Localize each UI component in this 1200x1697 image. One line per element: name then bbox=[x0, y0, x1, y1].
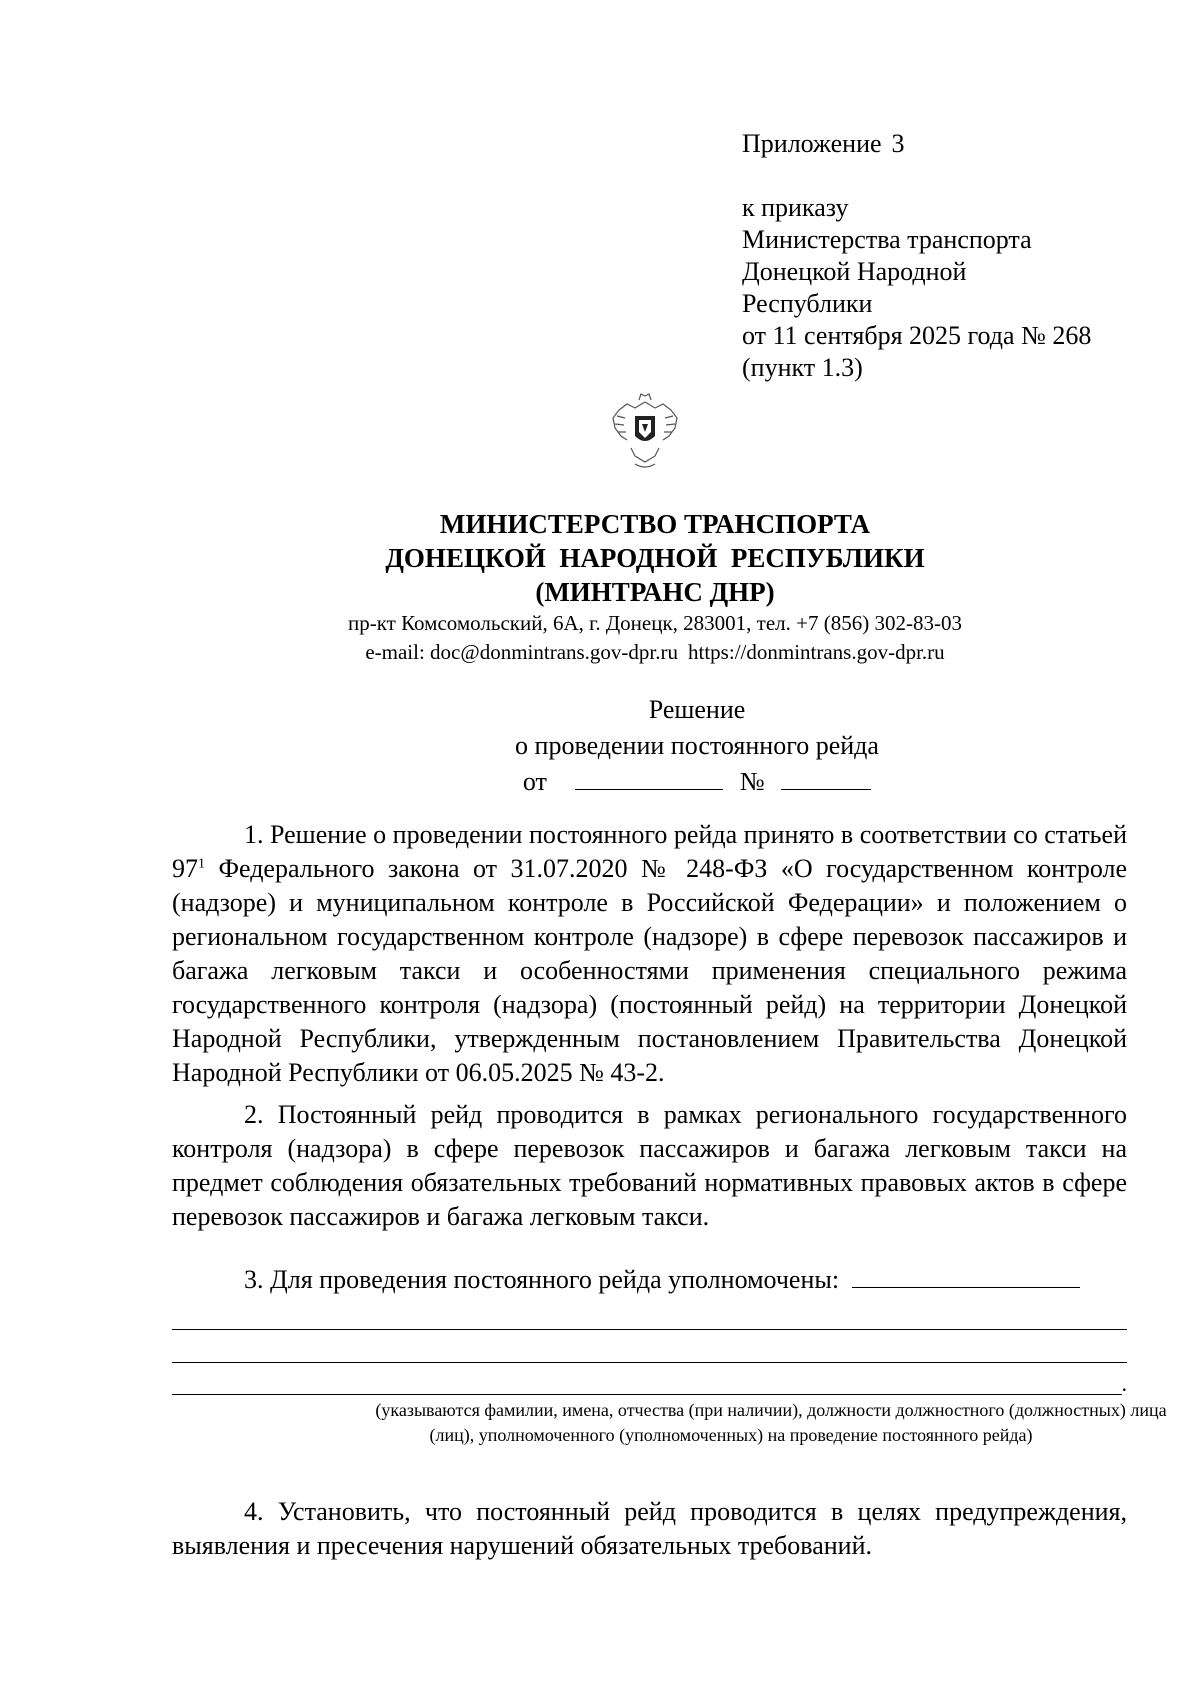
authorized-persons-blank-line bbox=[172, 1330, 1127, 1363]
appendix-line: к приказу bbox=[742, 193, 849, 222]
paragraph-1: 1. Решение о проведении постоянного рейда принято в соответствии со статьей $97^1$ Федерального закона от 31.07.2020 № 248-ФЗ «О государственном контроле (надзоре) и муниципальном контроле в Российской Федерации» и положением о региональном государственном контроле (надзоре) в сфере перевозок пассажиров и багажа легковым такси и особенностями применения специального режима государственного контроля (надзора) (постоянный рейд) на территории Донецкой Народной Республики, утвержденным постановлением Правительства Донецкой Народной Республики от 06.05.2025 № 43-2. bbox=[172, 820, 1127, 1087]
ministry-name-line1: МИНИСТЕРСТВО ТРАНСПОРТА bbox=[439, 509, 871, 539]
authorized-persons-blank-inline bbox=[852, 1263, 1080, 1288]
appendix-title: Приложение 3 bbox=[742, 129, 905, 158]
appendix-line: (пункт 1.3) bbox=[742, 353, 863, 382]
number-blank-field bbox=[781, 765, 871, 790]
decision-date-line: от № bbox=[0, 764, 1200, 800]
paragraph-2: 2. Постоянный рейд проводится в рамках регионального государственного контроля (надзора) в сфере перевозок пассажиров и багажа легковым такси на предмет соблюдения обязательных требований нормативных правовых актов в сфере перевозок пассажиров и багажа легковым такси. bbox=[172, 1100, 1127, 1231]
decision-title: Решение bbox=[648, 695, 746, 724]
authorized-persons-blank-line: . bbox=[172, 1363, 1127, 1395]
appendix-line: Республики bbox=[742, 289, 873, 318]
authorized-persons-note: (указываются фамилии, имена, отчества (при наличии), должности должностного (должностных) лица (лиц), уполномоченного (уполномоченных) на проведение постоянного рейда) bbox=[375, 1400, 1167, 1445]
ministry-short-name: (МИНТРАНС ДНР) bbox=[535, 577, 775, 607]
appendix-line: Министерства транспорта bbox=[742, 225, 1032, 254]
ministry-name-line2: ДОНЕЦКОЙ НАРОДНОЙ РЕСПУБЛИКИ bbox=[385, 543, 925, 573]
ministry-website: https://donmintrans.gov-dpr.ru bbox=[688, 640, 945, 664]
ministry-contacts bbox=[0, 638, 1200, 667]
appendix-line: от 11 сентября 2025 года № 268 bbox=[742, 321, 1092, 350]
paragraph-4: 4. Установить, что постоянный рейд проводится в целях предупреждения, выявления и пресечения нарушений обязательных требований. bbox=[172, 1497, 1127, 1560]
paragraph-3: 3. Для проведения постоянного рейда уполномочены: . bbox=[172, 1263, 1127, 1395]
decision-heading bbox=[0, 692, 1200, 800]
date-blank-field bbox=[575, 765, 723, 790]
ministry-header bbox=[0, 507, 1200, 667]
ministry-address: пр-кт Комсомольский, 6А, г. Донецк, 283001, тел. +7 (856) 302-83-03 bbox=[348, 611, 962, 635]
appendix-line: Донецкой Народной bbox=[742, 257, 967, 286]
appendix-block bbox=[742, 128, 1091, 384]
ministry-email: e-mail: doc@donmintrans.gov-dpr.ru bbox=[365, 640, 679, 664]
coat-of-arms-icon bbox=[605, 388, 685, 476]
authorized-persons-blank-line bbox=[172, 1297, 1127, 1330]
decision-subtitle: о проведении постоянного рейда bbox=[515, 731, 879, 760]
